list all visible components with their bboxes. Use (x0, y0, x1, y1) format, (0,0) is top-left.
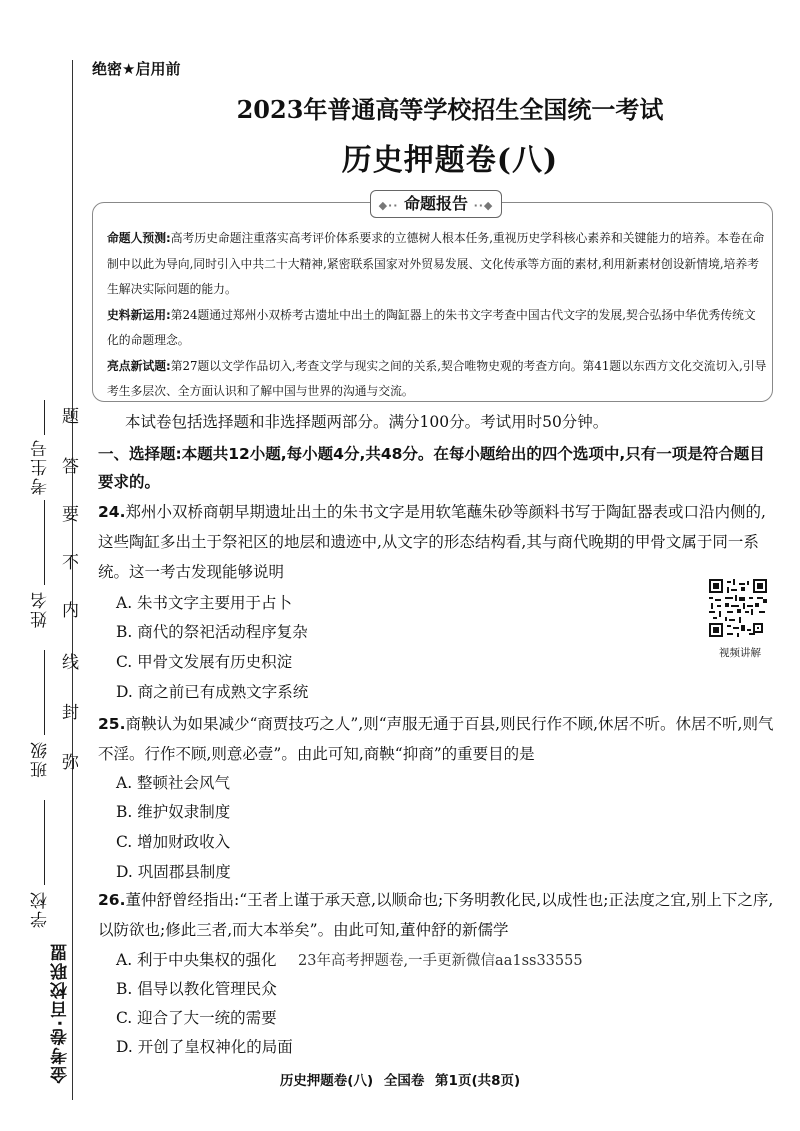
exam-number-blank[interactable] (44, 400, 45, 435)
option-d[interactable]: D. 商之前已有成熟文字系统 (116, 683, 309, 701)
class-label: 班级 (31, 740, 51, 778)
seal-char: 内 (62, 601, 79, 621)
question-24 (98, 497, 778, 587)
option-a[interactable]: A. 朱书文字主要用于占卜 (116, 594, 293, 612)
option-d[interactable]: D. 巩固郡县制度 (116, 863, 231, 881)
option-b[interactable]: B. 维护奴隶制度 (116, 803, 231, 821)
report-content (107, 226, 767, 405)
question-number: 26. (98, 891, 126, 909)
report-item: 史料新运用:第24题通过郑州小双桥考古遗址中出土的陶缸器上的朱书文字考查中国古代文字的发展,契合弘扬中华优秀传统文化的命题理念。 (107, 307, 756, 347)
qr-code-icon[interactable] (709, 579, 767, 637)
seal-char: 不 (62, 553, 79, 573)
seal-char: 题 (62, 407, 79, 427)
name-label: 姓名 (31, 590, 51, 628)
option-d[interactable]: D. 开创了皇权神化的局面 (116, 1038, 293, 1056)
question-stem: 商鞅认为如果减少“商贾技巧之人”,则“声服无通于百县,则民行作不顾,休居不听。休居不听,则气不淫。行作不顾,则意必壹”。由此可知,商鞅“抑商”的重要目的是 (98, 715, 774, 763)
seal-char: 要 (62, 505, 79, 525)
option-a[interactable]: A. 利于中央集权的强化 (116, 951, 277, 969)
exam-number-label: 考生号 (31, 438, 51, 495)
school-blank[interactable] (44, 800, 45, 885)
section-heading: 一、选择题:本题共12小题,每小题4分,共48分。在每小题给出的四个选项中,只有一项是符合题目要求的。 (98, 445, 765, 491)
option-a[interactable]: A. 整顿社会风气 (116, 774, 231, 792)
qr-label: 视频讲解 (719, 647, 761, 659)
confidential-mark: 绝密★启用前 (92, 60, 181, 78)
exam-intro: 本试卷包括选择题和非选择题两部分。满分100分。考试用时50分钟。 (125, 413, 609, 431)
report-item: 命题人预测:高考历史命题注重落实高考评价体系要求的立德树人根本任务,重视历史学科核心素养和关键能力的培养。本卷在命制中以此为导向,同时引入中共二十大精神,紧密联系国家对外贸易发展、文化传承等方面的素材,利用新素材创设新情境,培养考生解决实际问题的能力。 (107, 231, 765, 296)
name-blank[interactable] (44, 500, 45, 585)
page-footer: 历史押题卷(八) 全国卷 第1页(共8页) (279, 1073, 521, 1089)
option-c[interactable]: C. 增加财政收入 (116, 833, 231, 851)
option-b[interactable]: B. 倡导以教化管理民众 (116, 980, 277, 998)
question-stem: 董仲舒曾经指出:“王者上谨于承天意,以顺命也;下务明教化民,以成性也;正法度之宜,别上下之序,以防欲也;修此三者,而大本举矣”。由此可知,董仲舒的新儒学 (98, 891, 774, 939)
question-number: 24. (98, 503, 126, 521)
question-25 (98, 709, 778, 769)
seal-char: 答 (62, 457, 79, 477)
seal-char: 封 (62, 703, 79, 723)
option-b[interactable]: B. 商代的祭祀活动程序复杂 (116, 623, 308, 641)
option-c[interactable]: C. 迎合了大一统的需要 (116, 1009, 277, 1027)
seal-char: 弥 (62, 753, 79, 773)
report-item: 亮点新试题:第27题以文学作品切入,考查文学与现实之间的关系,契合唯物史观的考查方向。第41题以东西方文化交流切入,引导考生多层次、全方面认识和了解中国与世界的沟通与交流。 (107, 358, 767, 398)
paper-title: 历史押题卷(八) (341, 143, 559, 178)
watermark-text: 23年高考押题卷,一手更新微信aa1ss33555 (298, 953, 583, 969)
report-badge: ◆·· 命题报告 ··◆ (370, 190, 502, 218)
question-26 (98, 885, 778, 945)
school-label: 学校 (31, 890, 51, 928)
report-badge-label: 命题报告 (403, 194, 468, 213)
exam-title: 2023年普通高等学校招生全国统一考试 (236, 95, 664, 124)
brand-label: 金考卷·百校联盟 (51, 942, 71, 1084)
class-blank[interactable] (44, 650, 45, 735)
seal-char: 线 (62, 653, 79, 673)
question-number: 25. (98, 715, 126, 733)
question-stem: 郑州小双桥商朝早期遗址出土的朱书文字是用软笔蘸朱砂等颜料书写于陶缸器表或口沿内侧的,这些陶缸多出土于祭祀区的地层和遗迹中,从文字的形态结构看,其与商代晚期的甲骨文属于同一系统。这一考古发现能够说明 (98, 503, 766, 581)
option-c[interactable]: C. 甲骨文发展有历史积淀 (116, 653, 293, 671)
